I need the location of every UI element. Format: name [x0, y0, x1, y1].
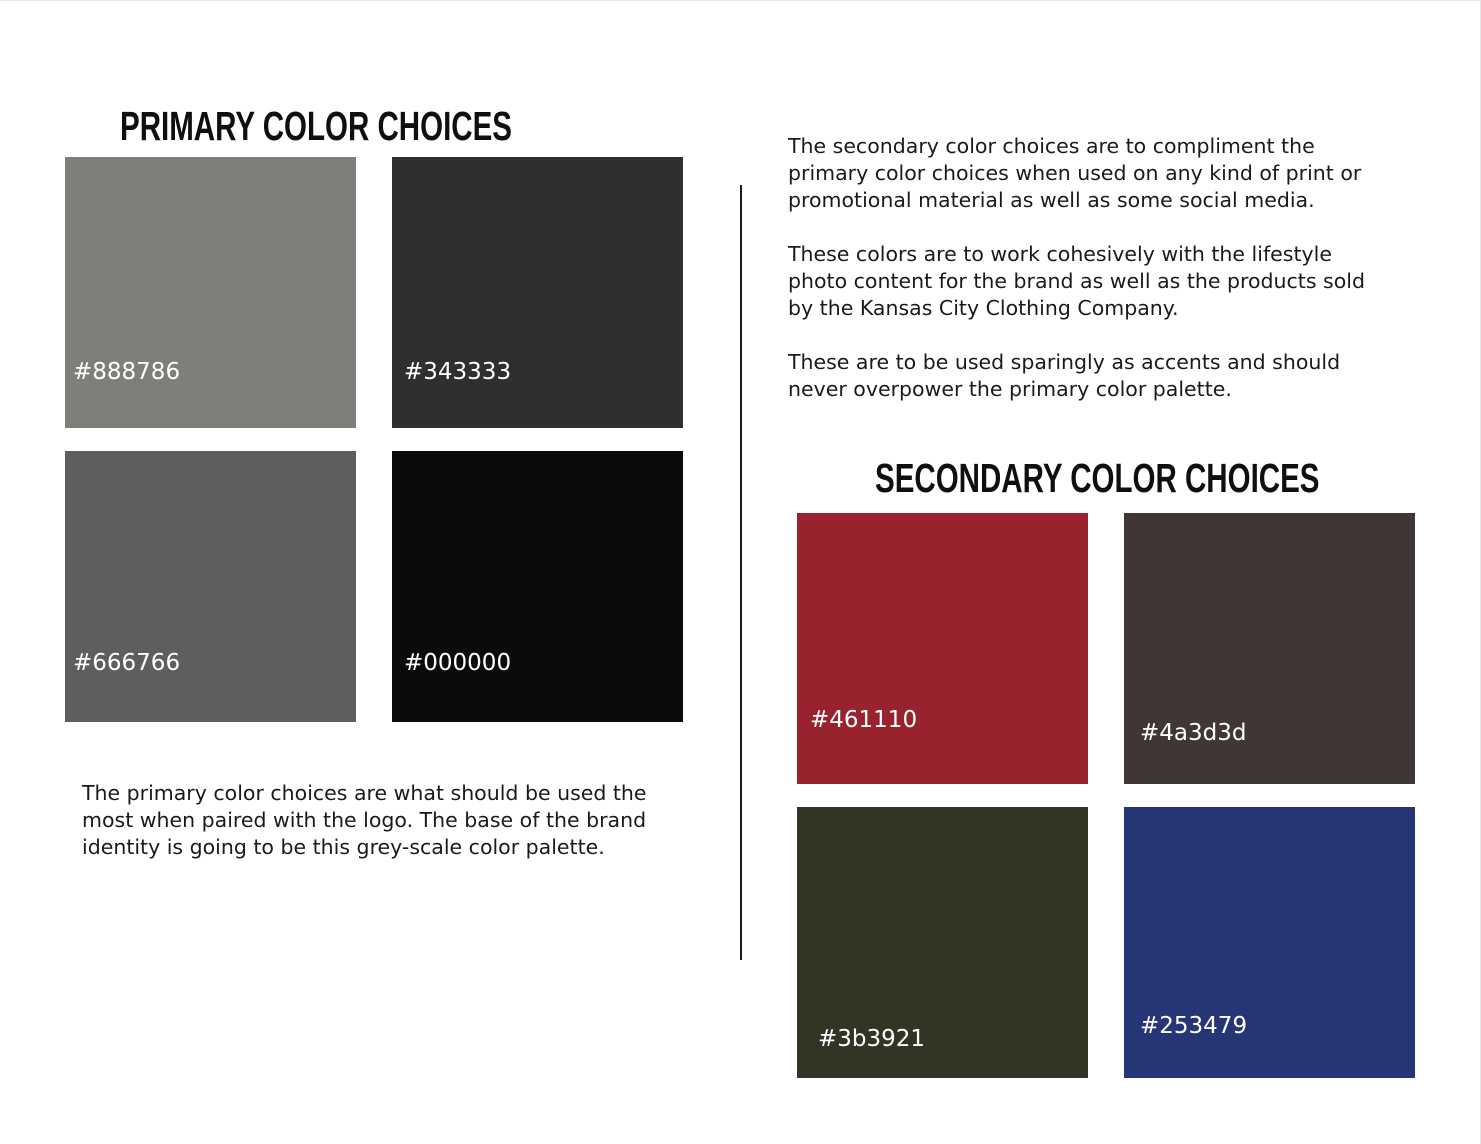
- secondary-swatch-4: [1124, 807, 1415, 1078]
- primary-swatch-4: [392, 451, 683, 722]
- swatch-hex-code: #461110: [810, 707, 918, 733]
- secondary-paragraph-1: The secondary color choices are to compliment the primary color choices when used on any kind of print or promotional material as well as some social media.: [788, 134, 1362, 212]
- swatch-hex-code: #666766: [73, 650, 181, 676]
- secondary-swatch-2: [1124, 513, 1415, 784]
- page-top-border: [0, 0, 1481, 1]
- secondary-paragraph-3: These are to be used sparingly as accents and should never overpower the primary color palette.: [788, 350, 1341, 401]
- swatch-hex-code: #4a3d3d: [1140, 720, 1247, 746]
- secondary-heading: SECONDARY COLOR CHOICES: [875, 455, 1320, 501]
- swatch-hex-code: #343333: [404, 359, 512, 385]
- swatch-hex-code: #3b3921: [818, 1026, 926, 1052]
- swatch-hex-code: #253479: [1140, 1013, 1248, 1039]
- secondary-paragraph-2: These colors are to work cohesively with the lifestyle photo content for the brand as well as the products sold by the Kansas City Clothing Company.: [788, 242, 1365, 320]
- swatch-hex-code: #000000: [404, 650, 512, 676]
- primary-swatch-1: [65, 157, 356, 428]
- secondary-swatch-1: [797, 513, 1088, 784]
- secondary-swatch-3: [797, 807, 1088, 1078]
- primary-heading: PRIMARY COLOR CHOICES: [120, 103, 512, 149]
- primary-swatch-3: [65, 451, 356, 722]
- section-divider: [740, 185, 742, 960]
- primary-swatch-2: [392, 157, 683, 428]
- primary-description: The primary color choices are what should be used the most when paired with the logo. The base of the brand identity is going to be this grey-scale color palette.: [82, 781, 647, 859]
- swatch-hex-code: #888786: [73, 359, 181, 385]
